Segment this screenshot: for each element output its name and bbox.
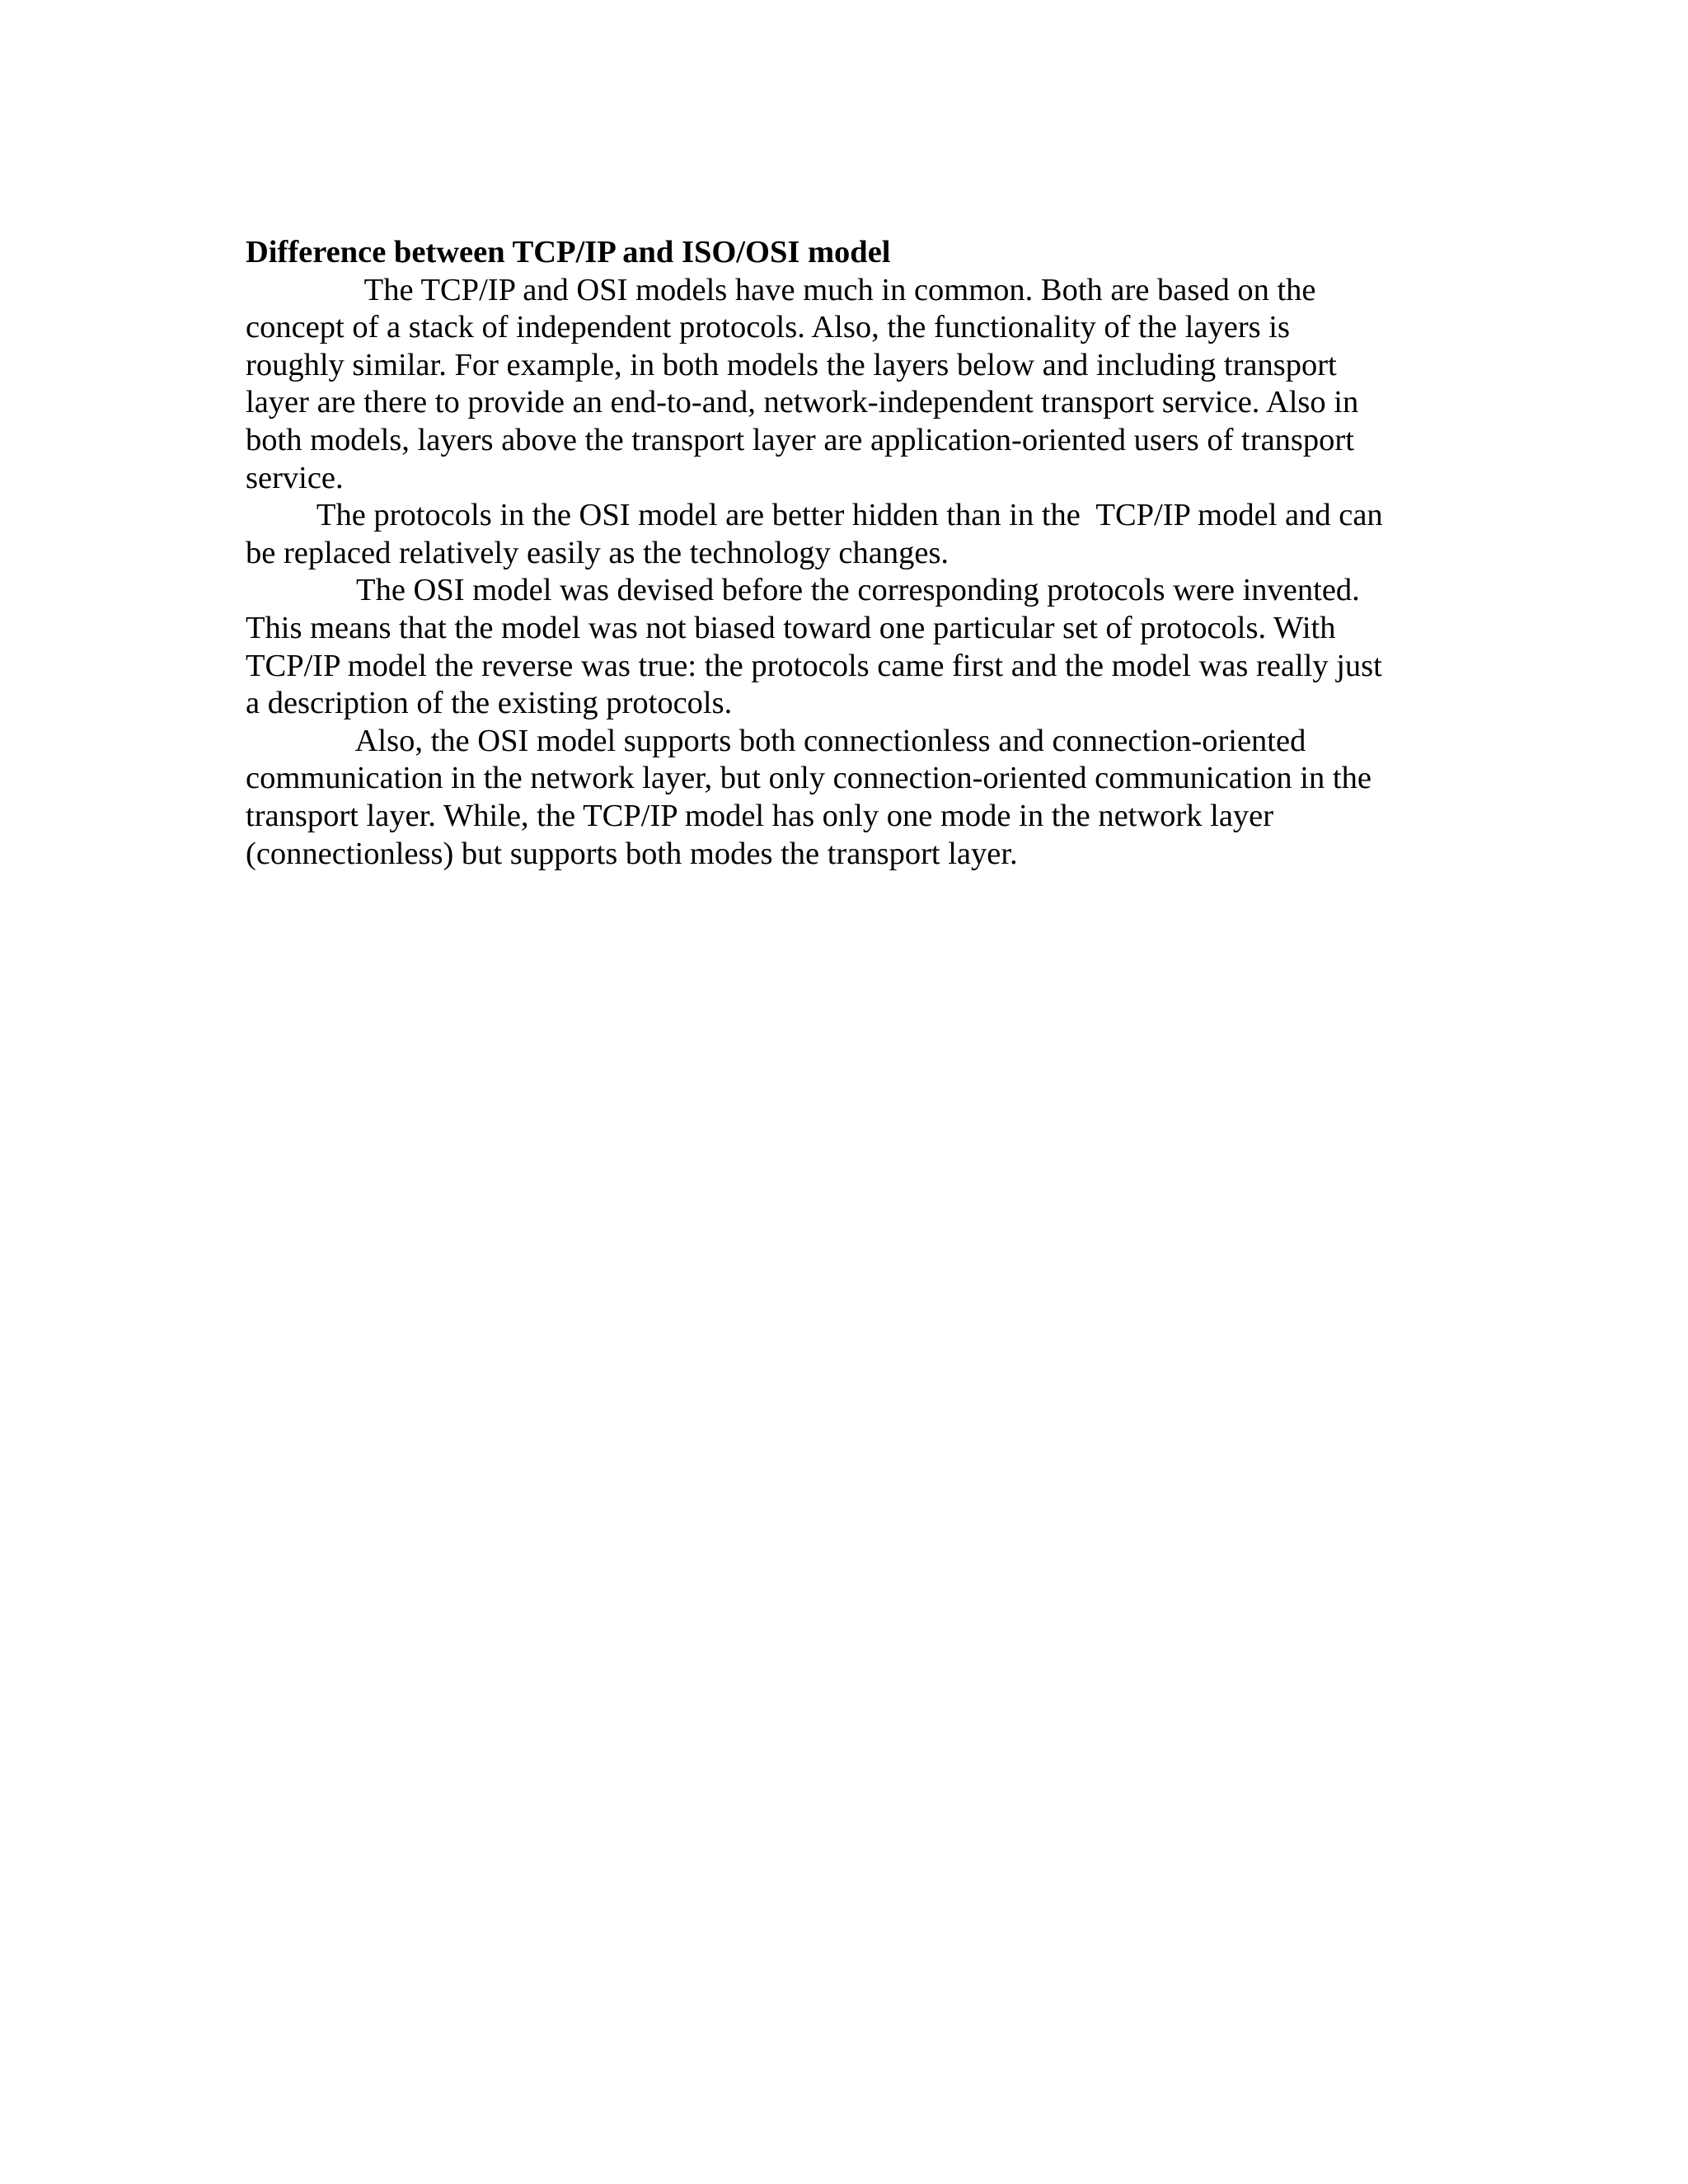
body-line: both models, layers above the transport layer are application-oriented users of transport	[246, 422, 1354, 457]
body-line: The OSI model was devised before the corresponding protocols were invented.	[246, 573, 1360, 608]
body-line: (connectionless) but supports both modes the transport layer.	[246, 836, 1018, 871]
body-line: be replaced relatively easily as the technology changes.	[246, 535, 950, 570]
body-line: This means that the model was not biased toward one particular set of protocols. With	[246, 610, 1336, 645]
body-line: The TCP/IP and OSI models have much in common. Both are based on the	[246, 272, 1316, 307]
body-line: transport layer. While, the TCP/IP model has only one mode in the network layer	[246, 798, 1274, 833]
body-line: roughly similar. For example, in both models the layers below and including transport	[246, 347, 1337, 382]
document-title: Difference between TCP/IP and ISO/OSI model	[246, 235, 891, 269]
body-line: a description of the existing protocols.	[246, 686, 733, 721]
document-body	[246, 234, 1457, 873]
body-line: communication in the network layer, but only connection-oriented communication in the	[246, 761, 1372, 796]
body-line: concept of a stack of independent protocols. Also, the functionality of the layers is	[246, 310, 1290, 345]
body-line: The protocols in the OSI model are better hidden than in the TCP/IP model and can	[246, 498, 1383, 533]
body-line: service.	[246, 460, 344, 495]
body-line: Also, the OSI model supports both connectionless and connection-oriented	[246, 723, 1306, 758]
body-line: layer are there to provide an end-to-and, network-independent transport service. Also in	[246, 385, 1359, 420]
body-line: TCP/IP model the reverse was true: the protocols came first and the model was really just	[246, 648, 1382, 683]
